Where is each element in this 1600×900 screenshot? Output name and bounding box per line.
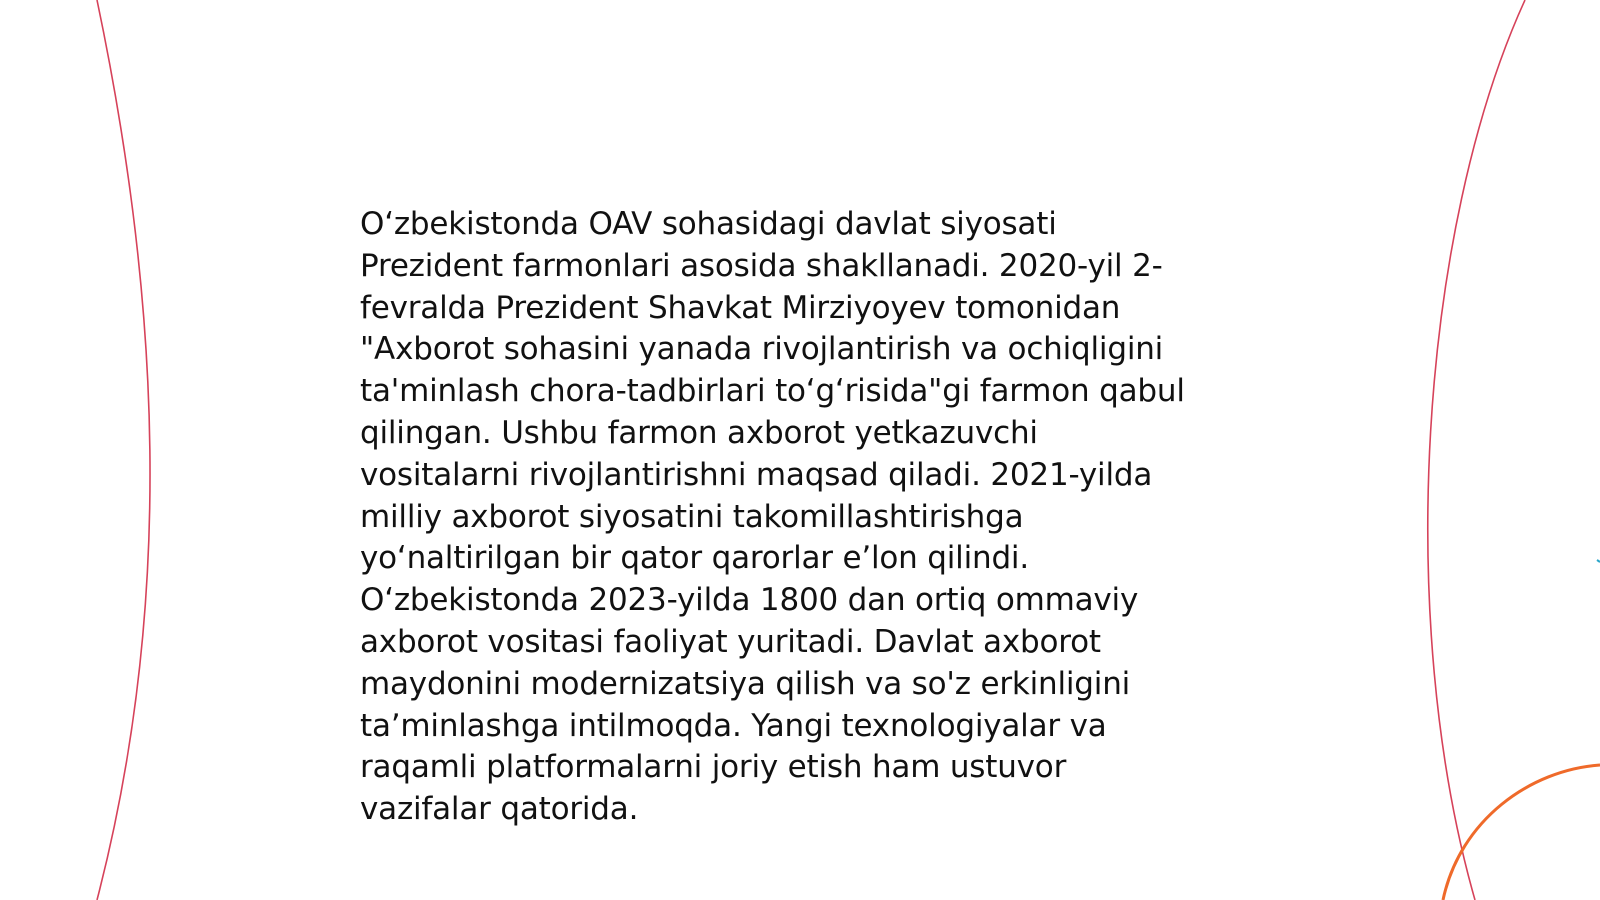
paragraph-line-14: raqamli platformalarni joriy etish ham ustuvor xyxy=(360,749,1067,786)
paragraph-line-12: maydonini modernizatsiya qilish va so'z erkinligini xyxy=(360,665,1131,702)
right-curve-line xyxy=(1428,0,1525,900)
left-curve-line xyxy=(97,0,150,900)
paragraph-line-9: yo‘naltirilgan bir qator qarorlar e’lon qilindi. xyxy=(360,540,1029,577)
paragraph-line-1: O‘zbekistonda OAV sohasidagi davlat siyosati xyxy=(360,206,1057,242)
paragraph-line-5: ta'minlash chora-tadbirlari to‘g‘risida"gi farmon qabul xyxy=(360,373,1185,410)
paragraph-line-13: ta’minlashga intilmoqda. Yangi texnologiyalar va xyxy=(360,707,1107,744)
paragraph-line-2: Prezident farmonlari asosida shakllanadi. 2020-yil 2- xyxy=(360,247,1163,284)
body-paragraph xyxy=(360,204,1240,831)
paragraph-line-11: axborot vositasi faoliyat yuritadi. Davlat axborot xyxy=(360,623,1101,660)
paragraph-line-8: milliy axborot siyosatini takomillashtirishga xyxy=(360,498,1024,535)
orange-arc xyxy=(1443,765,1600,900)
paragraph-line-7: vositalarni rivojlantirishni maqsad qiladi. 2021-yilda xyxy=(360,456,1153,493)
paragraph-line-6: qilingan. Ushbu farmon axborot yetkazuvchi xyxy=(360,414,1038,451)
paragraph-line-3: fevralda Prezident Shavkat Mirziyoyev tomonidan xyxy=(360,289,1121,326)
paragraph-line-10: O‘zbekistonda 2023-yilda 1800 dan ortiq ommaviy xyxy=(360,582,1139,619)
paragraph-line-4: "Axborot sohasini yanada rivojlantirish va ochiqligini xyxy=(360,331,1164,368)
paragraph-line-15: vazifalar qatorida. xyxy=(360,791,639,828)
